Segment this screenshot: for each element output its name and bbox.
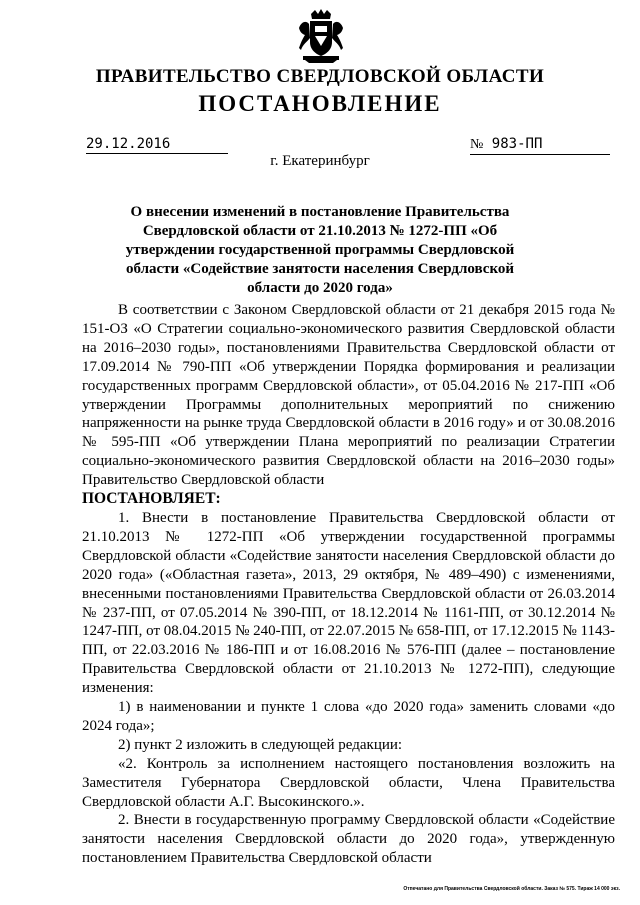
city: г. Екатеринбург [270, 153, 370, 169]
clause-1: 1. Внести в постановление Правительства Свердловской области от 21.10.2013 № 1272-ПП «Об утверждении государственной программы Свердловской области «Содействие занятости населения Свердловской области до 2020 года» («Областная газета», 2013, 29 октября, № 489–490) с изменениями, внесенными постановлениями Правительства Свердловской области от 26.03.2014 № 237-ПП, от 07.05.2014 № 390-ПП, от 18.12.2014 № 1161-ПП, от 30.12.2014 № 1247-ПП, от 08.04.2015 № 240-ПП, от 22.07.2015 № 658-ПП, от 17.12.2015 № 1143-ПП, от 22.03.2016 № 186-ПП и от 16.08.2016 № 576-ПП (далее – постановление Правительства Свердловской области от 21.10.2013 № 1272-ПП), следующие изменения: [82, 509, 615, 697]
decree-date: 29.12.2016 [86, 136, 228, 154]
government-name: ПРАВИТЕЛЬСТВО СВЕРДЛОВСКОЙ ОБЛАСТИ [95, 66, 545, 87]
clause-1-1: 1) в наименовании и пункте 1 слова «до 2020 года» заменить словами «до 2024 года»; [82, 699, 615, 734]
clause-2: 2. Внести в государственную программу Свердловской области «Содействие занятости населения Свердловской области до 2020 года», утвержденную постановлением Правительства Свердловской области [82, 812, 615, 867]
document-body [82, 301, 615, 868]
number-sign: № [470, 137, 484, 152]
clause-1-2: 2) пункт 2 изложить в следующей редакции: [118, 736, 403, 753]
print-footer: Отпечатано для Правительства Свердловской области. Заказ № 575. Тираж 14 000 экз. [403, 886, 620, 892]
decree-number-value: 983-ПП [491, 136, 543, 152]
coat-of-arms-icon [297, 8, 345, 64]
preamble: В соответствии с Законом Свердловской области от 21 декабря 2015 года № 151-ОЗ «О Стратегии социально-экономического развития Свердловской области на 2016–2030 годы», постановлениями Правительства Свердловской области от 17.09.2014 № 790-ПП «Об утверждении Порядка формирования и реализации государственных программ Свердловской области», от 05.04.2016 № 217-ПП «Об утверждении Программы дополнительных мероприятий по снижению напряженности на рынке труда Свердловской области в 2016 году» и от 30.08.2016 № 595-ПП «Об утверждении Плана мероприятий по реализации Стратегии социально-экономического развития Свердловской области на 2016–2030 годы» Правительство Свердловской области [82, 302, 615, 489]
clause-1-2-quote: «2. Контроль за исполнением настоящего постановления возложить на Заместителя Губернатора Свердловской области, Члена Правительства Свердловской области А.Г. Высокинского.». [82, 755, 615, 810]
document-title: О внесении изменений в постановление Правительства Свердловской области от 21.10.2013 № 1272-ПП «Об утверждении государственной программы Свердловской области «Содействие занятости населения Свердловской области до 2020 года» [125, 204, 515, 296]
resolves-heading: ПОСТАНОВЛЯЕТ: [82, 490, 221, 508]
document-type: ПОСТАНОВЛЕНИЕ [198, 91, 442, 116]
